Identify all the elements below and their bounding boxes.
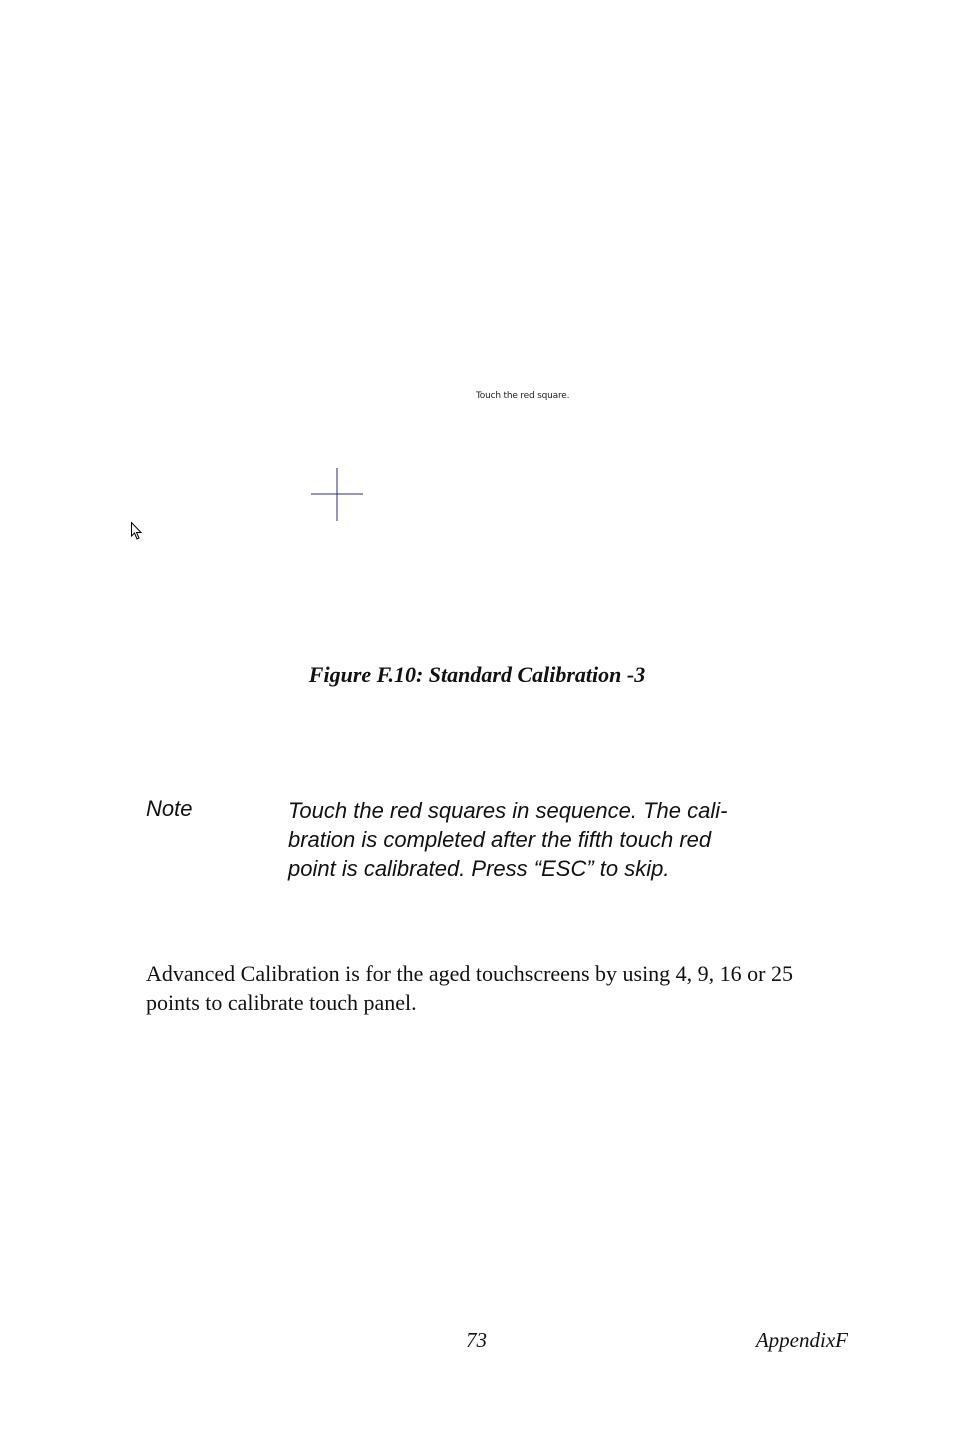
crosshair-icon bbox=[311, 468, 363, 521]
body-paragraph bbox=[146, 959, 866, 1017]
note-text bbox=[288, 796, 808, 883]
paragraph-line: Advanced Calibration is for the aged touchscreens by using 4, 9, 16 or 25 bbox=[146, 961, 794, 986]
mouse-pointer-icon bbox=[131, 522, 143, 540]
page-number: 73 bbox=[466, 1328, 487, 1352]
calibration-instruction: Touch the red square. bbox=[476, 391, 570, 401]
note-line: bration is completed after the fifth touch red bbox=[288, 827, 712, 852]
paragraph-line: points to calibrate touch panel. bbox=[146, 990, 417, 1015]
footer-section-label: AppendixF bbox=[755, 1328, 848, 1352]
note-line: point is calibrated. Press “ESC” to skip. bbox=[288, 856, 670, 881]
note-label: Note bbox=[146, 796, 193, 821]
figure-caption: Figure F.10: Standard Calibration -3 bbox=[308, 662, 646, 687]
note-line: Touch the red squares in sequence. The cali- bbox=[288, 798, 728, 823]
calibration-screenshot bbox=[0, 0, 954, 640]
